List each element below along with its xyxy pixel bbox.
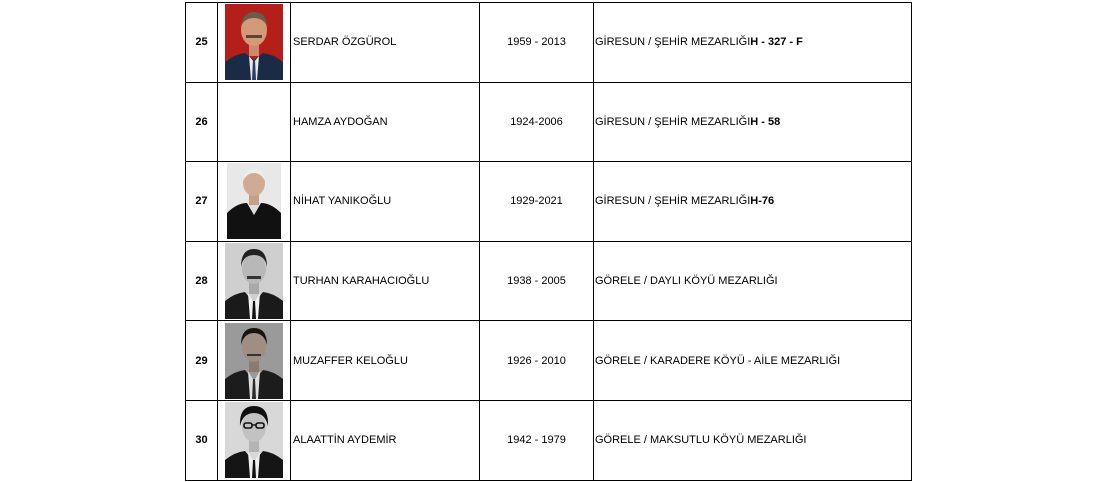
life-years: 1938 - 2005 — [480, 242, 594, 321]
row-number: 29 — [186, 321, 218, 400]
burial-place — [594, 242, 911, 321]
table-row — [186, 82, 911, 162]
photo-cell — [218, 162, 291, 241]
life-years: 1924-2006 — [480, 83, 594, 162]
burial-place — [594, 321, 911, 400]
burial-location: GÖRELE / KARADERE KÖYÜ - AİLE MEZARLIĞI — [595, 354, 841, 367]
person-name: TURHAN KARAHACIOĞLU — [291, 242, 480, 321]
portrait-photo — [225, 323, 283, 399]
martyrs-table — [185, 2, 912, 481]
burial-location: GİRESUN / ŞEHİR MEZARLIĞI — [595, 195, 751, 208]
row-number: 27 — [186, 162, 218, 241]
grave-plot: H-76 — [750, 195, 775, 208]
life-years: 1959 - 2013 — [480, 3, 594, 82]
portrait-photo — [225, 4, 283, 80]
photo-cell — [218, 401, 291, 480]
photo-cell — [218, 3, 291, 82]
grave-plot: H - 58 — [750, 115, 781, 128]
photo-cell — [218, 321, 291, 400]
table-row — [186, 241, 911, 321]
life-years: 1942 - 1979 — [480, 401, 594, 480]
row-number: 30 — [186, 401, 218, 480]
person-name: MUZAFFER KELOĞLU — [291, 321, 480, 400]
table-row — [186, 161, 911, 241]
portrait-photo — [225, 243, 283, 319]
row-number: 28 — [186, 242, 218, 321]
person-name: SERDAR ÖZGÜROL — [291, 3, 480, 82]
burial-location: GİRESUN / ŞEHİR MEZARLIĞI — [595, 115, 751, 128]
life-years: 1929-2021 — [480, 162, 594, 241]
life-years: 1926 - 2010 — [480, 321, 594, 400]
table-row — [186, 400, 911, 480]
burial-place — [594, 401, 911, 480]
burial-location: GİRESUN / ŞEHİR MEZARLIĞI — [595, 36, 751, 49]
portrait-photo — [227, 163, 281, 239]
grave-plot: H - 327 - F — [750, 36, 803, 49]
burial-place — [594, 162, 911, 241]
portrait-photo — [225, 402, 283, 478]
row-number: 25 — [186, 3, 218, 82]
burial-place — [594, 3, 911, 82]
person-name: NİHAT YANIKOĞLU — [291, 162, 480, 241]
person-name: HAMZA AYDOĞAN — [291, 83, 480, 162]
photo-cell — [218, 242, 291, 321]
row-number: 26 — [186, 83, 218, 162]
table-row — [186, 2, 911, 82]
burial-place — [594, 83, 911, 162]
table-row — [186, 320, 911, 400]
burial-location: GÖRELE / MAKSUTLU KÖYÜ MEZARLIĞI — [595, 434, 807, 447]
person-name: ALAATTİN AYDEMİR — [291, 401, 480, 480]
burial-location: GÖRELE / DAYLI KÖYÜ MEZARLIĞI — [595, 275, 778, 288]
photo-cell — [218, 83, 291, 162]
